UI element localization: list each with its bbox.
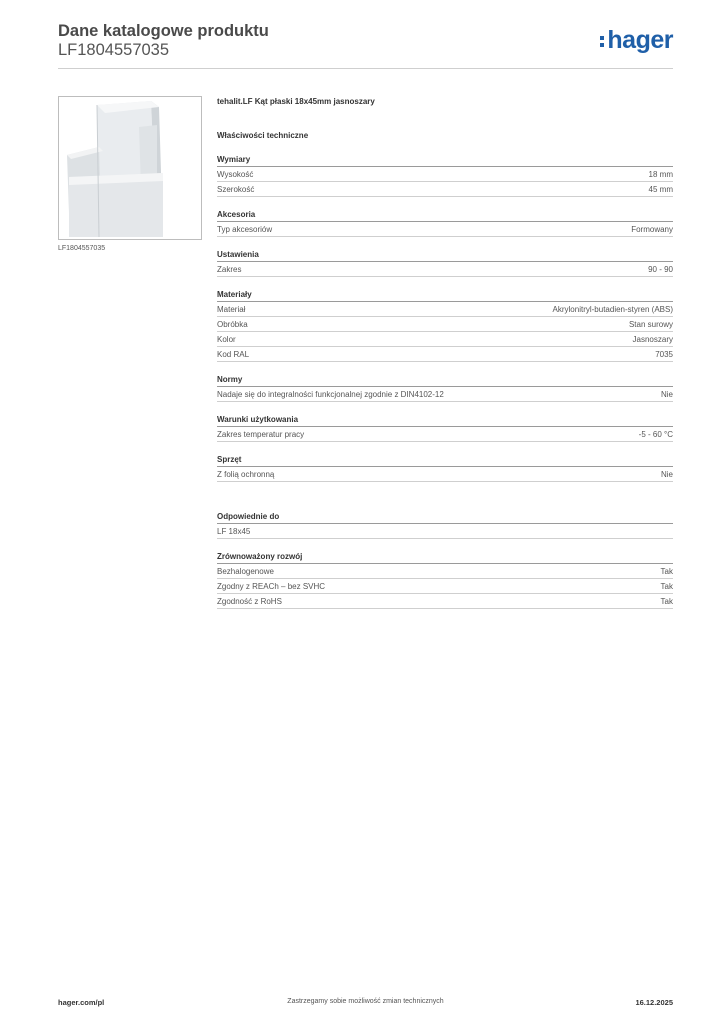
footer-date: 16.12.2025 xyxy=(635,998,673,1007)
spec-value: Tak xyxy=(660,567,673,576)
flat-angle-product-icon xyxy=(59,97,202,240)
spec-row xyxy=(217,387,673,402)
product-image xyxy=(58,96,202,240)
spec-row xyxy=(217,317,673,332)
spec-group-title: Zrównoważony rozwój xyxy=(217,551,673,564)
header-divider xyxy=(58,68,673,69)
spec-value: Akrylonitryl-butadien-styren (ABS) xyxy=(552,305,673,314)
spec-value: Formowany xyxy=(631,225,673,234)
page-header xyxy=(58,22,673,68)
footer-disclaimer: Zastrzegamy sobie możliwość zmian technicznych xyxy=(287,998,444,1005)
spec-row xyxy=(217,524,673,539)
spec-label: Szerokość xyxy=(217,185,255,194)
page-title: Dane katalogowe produktu xyxy=(58,22,269,40)
product-code: LF1804557035 xyxy=(58,41,170,59)
spec-groups xyxy=(217,154,673,609)
spec-value: Nie xyxy=(660,470,673,479)
spec-group-title: Warunki użytkowania xyxy=(217,414,673,427)
spec-label: LF 18x45 xyxy=(217,527,251,536)
spec-row xyxy=(217,564,673,579)
spec-group xyxy=(217,414,673,442)
spec-row xyxy=(217,262,673,277)
footer-website[interactable]: hager.com/pl xyxy=(58,998,105,1007)
spec-row xyxy=(217,427,673,442)
spec-section xyxy=(217,96,673,609)
spec-label: Wysokość xyxy=(217,170,254,179)
spec-label: Zakres xyxy=(217,265,242,274)
spec-value: Nie xyxy=(660,390,673,399)
spec-label: Bezhalogenowe xyxy=(217,567,274,576)
hager-logo xyxy=(600,26,673,55)
spec-label: Kod RAL xyxy=(217,350,250,359)
spec-value: -5 - 60 °C xyxy=(638,430,673,439)
spec-group xyxy=(217,249,673,277)
logo-text: hager xyxy=(607,26,673,54)
spec-value: Stan surowy xyxy=(628,320,673,329)
spec-row xyxy=(217,167,673,182)
spec-row xyxy=(217,302,673,317)
spec-value: Tak xyxy=(660,582,673,591)
spec-group xyxy=(217,551,673,609)
spec-label: Typ akcesoriów xyxy=(217,225,273,234)
spec-group-title: Materiały xyxy=(217,289,673,302)
logo-dots-icon xyxy=(600,33,605,50)
spec-row xyxy=(217,347,673,362)
spec-row xyxy=(217,182,673,197)
spec-row xyxy=(217,222,673,237)
spec-group xyxy=(217,209,673,237)
spec-value: Jasnoszary xyxy=(632,335,673,344)
spec-row xyxy=(217,579,673,594)
spec-label: Obróbka xyxy=(217,320,248,329)
spec-group xyxy=(217,374,673,402)
spec-row xyxy=(217,332,673,347)
spec-group xyxy=(217,511,673,539)
spec-label: Zgodność z RoHS xyxy=(217,597,282,606)
spec-value: 45 mm xyxy=(648,185,673,194)
spec-group xyxy=(217,289,673,362)
spec-value: 18 mm xyxy=(648,170,673,179)
spec-value: Tak xyxy=(660,597,673,606)
spec-label: Materiał xyxy=(217,305,246,314)
spec-group-title: Odpowiednie do xyxy=(217,511,673,524)
spec-group-title: Ustawienia xyxy=(217,249,673,262)
spec-row xyxy=(217,467,673,482)
spec-group-title: Wymiary xyxy=(217,154,673,167)
spec-label: Zgodny z REACh – bez SVHC xyxy=(217,582,326,591)
spec-group-title: Sprzęt xyxy=(217,454,673,467)
spec-group xyxy=(217,154,673,197)
spec-group-title: Akcesoria xyxy=(217,209,673,222)
spec-label: Kolor xyxy=(217,335,236,344)
spec-label: Zakres temperatur pracy xyxy=(217,430,305,439)
product-title: tehalit.LF Kąt płaski 18x45mm jasnoszary xyxy=(217,97,375,106)
image-caption: LF1804557035 xyxy=(58,245,106,252)
spec-label: Nadaje się do integralności funkcjonalnej zgodnie z DIN4102-12 xyxy=(217,390,444,399)
spec-label: Z folią ochronną xyxy=(217,470,275,479)
spec-value: 90 - 90 xyxy=(648,265,673,274)
spec-group-title: Normy xyxy=(217,374,673,387)
spec-row xyxy=(217,594,673,609)
spec-value: 7035 xyxy=(655,350,673,359)
tech-properties-title: Właściwości techniczne xyxy=(217,131,309,140)
spec-group xyxy=(217,454,673,482)
